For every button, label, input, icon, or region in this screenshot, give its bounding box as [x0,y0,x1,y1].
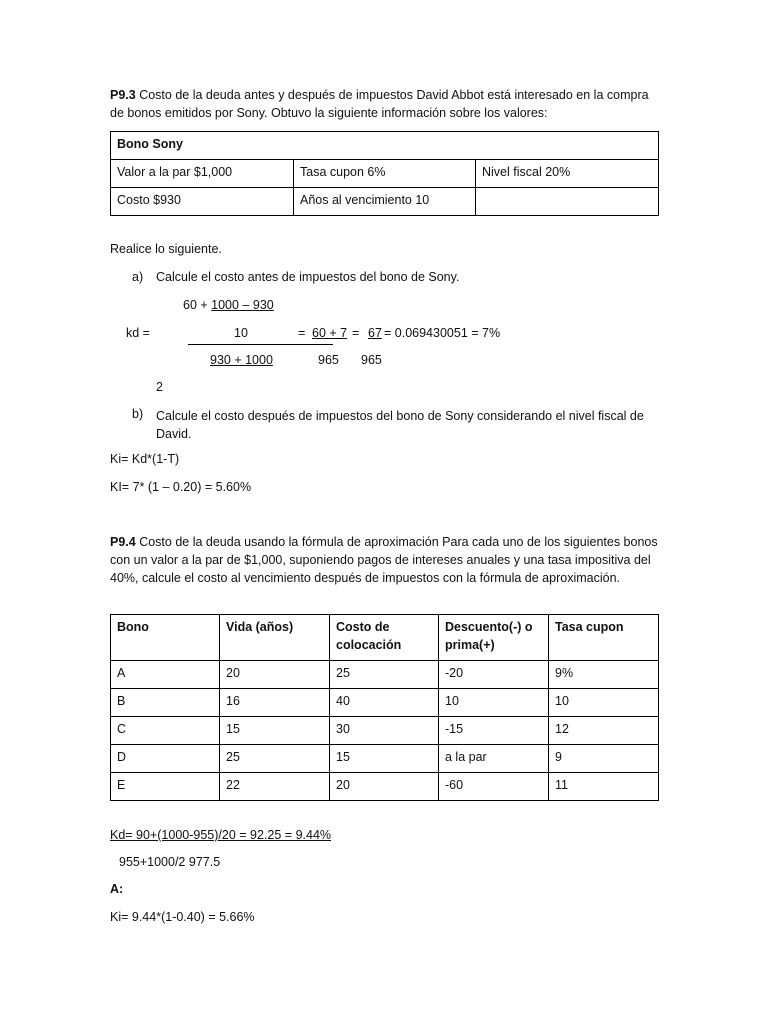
sony-table-header: Bono Sony [111,132,659,160]
table-cell: 11 [549,773,659,801]
ki-formula: Ki= Kd*(1-T) [110,452,180,466]
p94-label: P9.4 [110,535,136,549]
question-a-marker: a) [132,270,144,284]
answer-a-label: A: [110,882,124,896]
table-cell [476,188,659,216]
fraction-line [188,344,333,345]
formula-den3: 965 [361,353,382,367]
table-cell: 10 [439,689,549,717]
p93-intro-text: Costo de la deuda antes y después de impuestos David Abbot está interesado en la compra de bonos emitidos por Sony. Obtuvo la siguiente información sobre los valores: [110,88,649,120]
kd-line: Kd= 90+(1000-955)/20 = 92.25 = 9.44% [110,828,332,842]
formula-ten: 10 [234,326,248,340]
table-cell: 40 [330,689,439,717]
table-cell: 9 [549,745,659,773]
formula-two: 2 [156,380,163,394]
header-cell: Bono [111,615,220,661]
header-cell: Costo de colocación [330,615,439,661]
p94-intro-text: Costo de la deuda usando la fórmula de aproximación Para cada uno de los siguientes bonos con un valor a la par de $1,000, suponiendo pagos de intereses anuales y una tasa impositiva del 40%, calcule el costo al vencimiento después de impuestos con la fórmula de aproximación. [110,535,658,585]
table-cell: 25 [220,745,330,773]
table-cell: 9% [549,661,659,689]
formula-frac3-num: 67 [368,326,382,340]
formula-num-underlined: 1000 – 930 [211,298,274,312]
table-cell: A [111,661,220,689]
header-cell: Vida (años) [220,615,330,661]
table-cell: -15 [439,717,549,745]
table-cell: 25 [330,661,439,689]
ki-line: Ki= 9.44*(1-0.40) = 5.66% [110,910,255,924]
instruction: Realice lo siguiente. [110,242,222,256]
table-cell: C [111,717,220,745]
table-cell: 12 [549,717,659,745]
kd-label: kd = [126,326,150,340]
table-cell: 20 [220,661,330,689]
formula-result: = 0.069430051 = 7% [384,326,501,340]
table-cell: 16 [220,689,330,717]
formula-num-prefix: 60 + [183,298,212,312]
question-b-marker: b) [132,407,144,421]
table-cell: 30 [330,717,439,745]
table-row [111,689,659,717]
table-row [111,745,659,773]
table-cell: B [111,689,220,717]
table-cell: -60 [439,773,549,801]
p93-label: P9.3 [110,88,136,102]
table-cell: Tasa cupon 6% [294,160,476,188]
formula-eq1: = [298,326,306,340]
formula-eq2: = [352,326,360,340]
table-cell: E [111,773,220,801]
sony-bond-table [110,131,659,216]
table-row [111,773,659,801]
table-row [111,717,659,745]
table-cell: -20 [439,661,549,689]
p94-intro [110,533,660,587]
table-cell: 22 [220,773,330,801]
header-cell: Tasa cupon [549,615,659,661]
table-cell: 15 [220,717,330,745]
table-cell: Valor a la par $1,000 [111,160,294,188]
denominator-line: 955+1000/2 977.5 [119,855,221,869]
formula-numerator [183,298,274,312]
table-cell: a la par [439,745,549,773]
formula-frac2-num: 60 + 7 [312,326,348,340]
table-row [111,661,659,689]
header-cell: Descuento(-) o prima(+) [439,615,549,661]
table-cell: Costo $930 [111,188,294,216]
formula-denominator: 930 + 1000 [210,353,273,367]
question-a-text: Calcule el costo antes de impuestos del bono de Sony. [156,270,460,284]
formula-den2: 965 [318,353,339,367]
table-cell: D [111,745,220,773]
table-header-row [111,615,659,661]
table-cell: Años al vencimiento 10 [294,188,476,216]
p93-intro [110,86,660,122]
table-cell: 15 [330,745,439,773]
question-b-text: Calcule el costo después de impuestos del bono de Sony considerando el nivel fiscal de David. [156,409,644,441]
table-cell: Nivel fiscal 20% [476,160,659,188]
ki-result: KI= 7* (1 – 0.20) = 5.60% [110,480,252,494]
bonds-table [110,614,659,801]
table-cell: 20 [330,773,439,801]
table-cell: 10 [549,689,659,717]
